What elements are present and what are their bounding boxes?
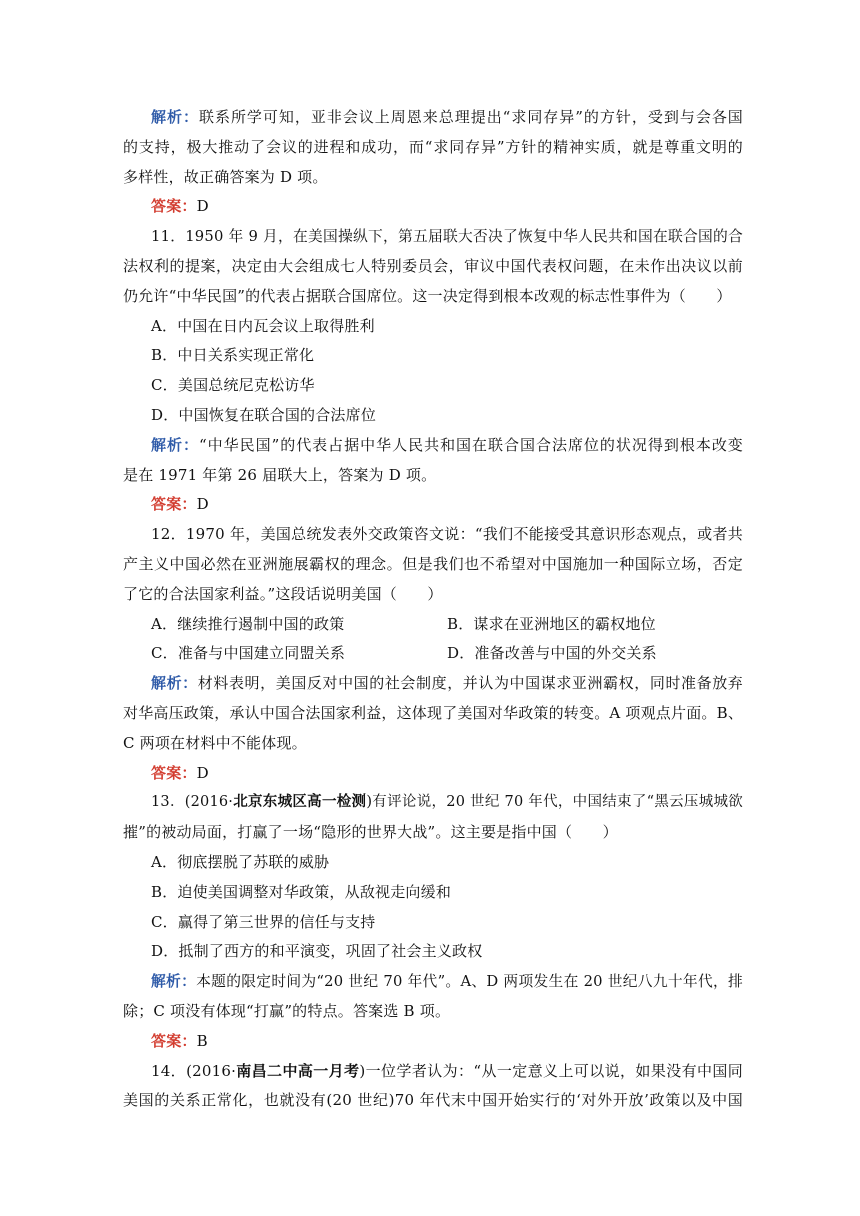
q12-stem-line-1: 12．1970 年，美国总统发表外交政策咨文说：“我们不能接受其意识形态观点，或者共 bbox=[151, 525, 743, 544]
q10-analysis-line-2: 的支持，极大推动了会议的进程和成功，而“求同存异”方针的精神实质，就是尊重文明的 bbox=[123, 137, 743, 156]
q12-answer: 答案：D bbox=[151, 763, 209, 782]
q11-option-b: B．中日关系实现正常化 bbox=[151, 346, 315, 365]
q11-option-a: A．中国在日内瓦会议上取得胜利 bbox=[151, 316, 375, 335]
q13-option-c: C．赢得了第三世界的信任与支持 bbox=[151, 912, 376, 931]
analysis-label: 解析： bbox=[151, 674, 198, 693]
q10-analysis-line-1: 解析：联系所学可知，亚非会议上周恩来总理提出“求同存异”的方针，受到与会各国 bbox=[151, 108, 744, 126]
q10-answer: 答案：D bbox=[151, 197, 209, 216]
analysis-label: 解析： bbox=[151, 435, 199, 454]
q12-option-a: A．继续推行遏制中国的政策 bbox=[151, 614, 345, 633]
q12-option-c: C．准备与中国建立同盟关系 bbox=[151, 644, 346, 663]
q12-analysis-line-2: 对华高压政策，承认中国合法国家利益，这体现了美国对华政策的转变。A 项观点片面。B、 bbox=[123, 703, 744, 722]
q14-source: 南昌二中高一月考 bbox=[236, 1061, 360, 1080]
q13-answer: 答案：B bbox=[151, 1031, 208, 1050]
answer-label: 答案： bbox=[151, 197, 197, 216]
q14-stem-line-2: 美国的关系正常化，也就没有(20 世纪)70 年代末中国开始实行的‘对外开放’政策以及中国 bbox=[123, 1091, 743, 1110]
q11-stem-line-2: 法权利的提案，决定由大会组成七人特别委员会，审议中国代表权问题，在未作出决议以前 bbox=[123, 256, 743, 275]
q12-option-b: B．谋求在亚洲地区的霸权地位 bbox=[447, 614, 656, 633]
q13-option-a: A．彻底摆脱了苏联的威胁 bbox=[151, 852, 330, 871]
q12-analysis-line-1: 解析：材料表明，美国反对中国的社会制度，并认为中国谋求亚洲霸权，同时准备放弃 bbox=[151, 674, 743, 693]
q13-stem-line-2: 摧”的被动局面，打赢了一场“隐形的世界大战”。这主要是指中国（ ） bbox=[123, 823, 618, 842]
q11-analysis-line-2: 是在 1971 年第 26 届联大上，答案为 D 项。 bbox=[123, 465, 437, 484]
q14-stem-line-1: 14．(2016·南昌二中高一月考)一位学者认为：“从一定意义上可以说，如果没有中国同 bbox=[151, 1061, 743, 1080]
q12-option-d: D．准备改善与中国的外交关系 bbox=[447, 644, 657, 663]
answer-label: 答案： bbox=[151, 1031, 197, 1050]
q12-options-row-1 bbox=[123, 610, 743, 640]
q11-stem-line-1: 11．1950 年 9 月，在美国操纵下，第五届联大否决了恢复中华人民共和国在联合国的合 bbox=[151, 228, 743, 246]
q11-answer: 答案：D bbox=[151, 495, 209, 514]
answer-label: 答案： bbox=[151, 495, 197, 514]
q13-source: 北京东城区高一检测 bbox=[233, 794, 367, 811]
q13-analysis-line-2: 除；C 项没有体现“打赢”的特点。答案选 B 项。 bbox=[123, 1001, 451, 1020]
q12-stem-line-2: 产主义中国必然在亚洲施展霸权的理念。但是我们也不希望对中国施加一种国际立场，否定 bbox=[123, 554, 743, 573]
q11-stem-line-3: 仍允许“中华民国”的代表占据联合国席位。这一决定得到根本改观的标志性事件为（ ） bbox=[123, 286, 732, 305]
q10-analysis-line-3: 多样性，故正确答案为 D 项。 bbox=[123, 167, 328, 186]
q12-analysis-line-3: C 两项在材料中不能体现。 bbox=[123, 733, 307, 752]
q13-analysis-line-1: 解析：本题的限定时间为“20 世纪 70 年代”。A、D 两项发生在 20 世纪八九十年代，排 bbox=[151, 973, 743, 991]
analysis-label: 解析： bbox=[151, 973, 197, 991]
q11-analysis-line-1: 解析：“中华民国”的代表占据中华人民共和国在联合国合法席位的状况得到根本改变 bbox=[151, 435, 744, 454]
q12-options-row-2 bbox=[123, 639, 743, 669]
q11-option-c: C．美国总统尼克松访华 bbox=[151, 376, 315, 395]
q12-stem-line-3: 了它的合法国家利益。”这段话说明美国（ ） bbox=[123, 584, 443, 603]
answer-label: 答案： bbox=[151, 763, 197, 782]
q13-option-b: B．迫使美国调整对华政策，从敌视走向缓和 bbox=[151, 882, 452, 901]
document-body bbox=[123, 103, 743, 1116]
q13-stem-line-1: 13．(2016·北京东城区高一检测)有评论说，20 世纪 70 年代，中国结束了“黑云压城城欲 bbox=[151, 794, 743, 811]
q13-option-d: D．抵制了西方的和平演变，巩固了社会主义政权 bbox=[151, 942, 483, 961]
q11-option-d: D．中国恢复在联合国的合法席位 bbox=[151, 405, 377, 424]
analysis-label: 解析： bbox=[151, 108, 199, 126]
